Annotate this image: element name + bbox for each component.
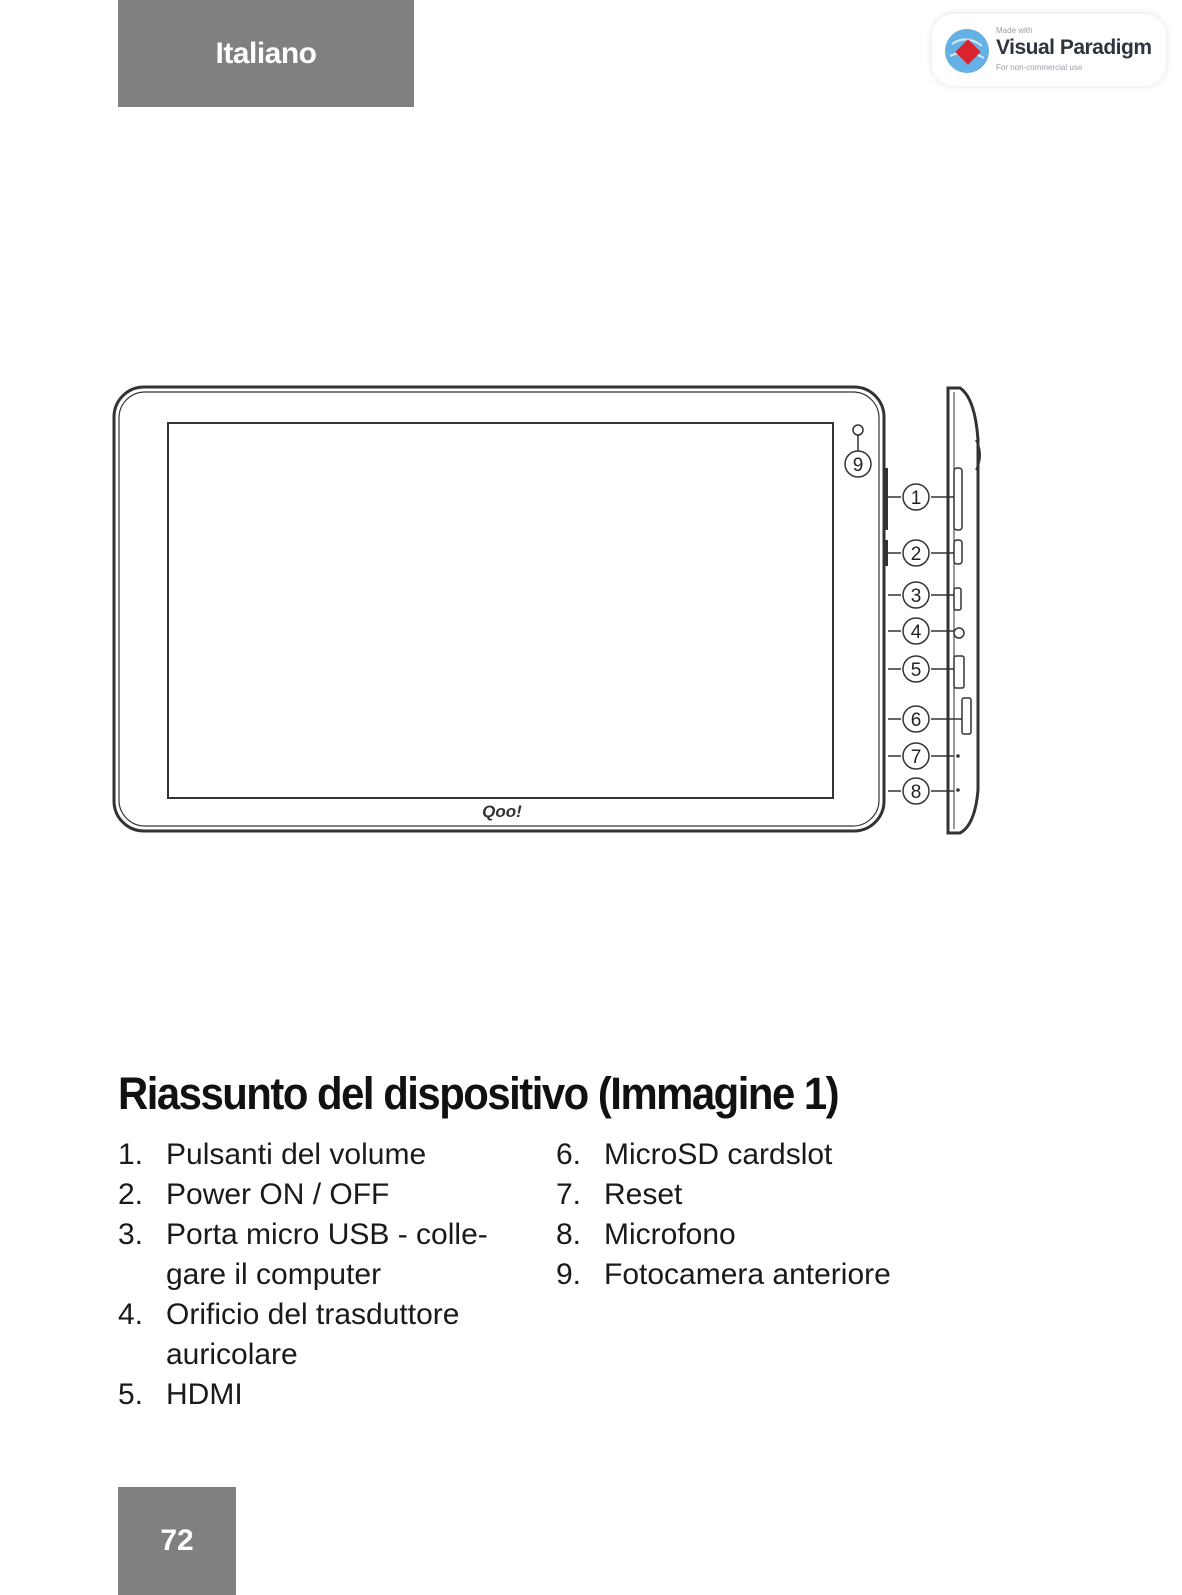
callout-label-4: 4: [910, 622, 922, 643]
list-item: [118, 1175, 538, 1215]
side-mic: [956, 788, 960, 792]
side-microsd: [962, 698, 971, 734]
list-item-text: Microfono: [604, 1218, 736, 1251]
side-usb: [954, 588, 961, 610]
side-power: [954, 540, 962, 564]
list-item: [556, 1175, 976, 1215]
list-item-number: 4.: [118, 1298, 144, 1331]
list-item-number: 2.: [118, 1178, 144, 1211]
list-item: [118, 1135, 538, 1175]
volume-button: [884, 468, 888, 530]
feature-list-right: [556, 1135, 976, 1295]
list-item: [118, 1215, 538, 1295]
list-item-text: Fotocamera anteriore: [604, 1258, 891, 1291]
list-item-text: Pulsanti del volume: [166, 1138, 427, 1171]
list-item: [556, 1255, 976, 1295]
device-logo: Qoo!: [482, 802, 522, 821]
callout-label-5: 5: [910, 660, 922, 681]
list-item-text: Orificio del trasduttore: [166, 1298, 460, 1331]
tablet-screen: [168, 423, 833, 798]
callout-label-2: 2: [910, 544, 922, 565]
list-item: [118, 1295, 538, 1375]
badge-brand: Visual Paradigm: [996, 36, 1152, 59]
list-item-text-continued: gare il computer: [166, 1258, 382, 1291]
section-title: Riassunto del dispositivo (Immagine 1): [118, 1068, 839, 1119]
power-button: [884, 540, 888, 566]
feature-list-left: [118, 1135, 538, 1415]
badge-made-with: Made with: [996, 26, 1033, 35]
list-item-text: MicroSD cardslot: [604, 1138, 833, 1171]
side-hdmi: [954, 656, 964, 688]
tablet-body: [114, 387, 884, 831]
callout-label-7: 7: [910, 747, 922, 768]
badge-note: For non-commercial use: [996, 63, 1083, 72]
list-item-text-continued: auricolare: [166, 1338, 298, 1371]
list-item-number: 6.: [556, 1138, 582, 1171]
tablet-inner-bezel: [119, 392, 879, 826]
list-item-text: Porta micro USB - colle-: [166, 1218, 488, 1251]
side-audio-jack: [954, 628, 964, 638]
list-item-number: 1.: [118, 1138, 144, 1171]
callout-label-3: 3: [910, 586, 922, 607]
page-number: 72: [160, 1524, 194, 1557]
callout-label-8: 8: [910, 782, 922, 803]
list-item-number: 7.: [556, 1178, 582, 1211]
callout-label-1: 1: [910, 488, 922, 509]
list-item-number: 9.: [556, 1258, 582, 1291]
tablet-side-profile: [948, 388, 978, 833]
list-item-number: 5.: [118, 1378, 144, 1411]
list-item-number: 8.: [556, 1218, 582, 1251]
list-item-text: HDMI: [166, 1378, 243, 1411]
side-reset: [956, 754, 960, 758]
list-item-number: 3.: [118, 1218, 144, 1251]
list-item-text: Reset: [604, 1178, 683, 1211]
list-item: [556, 1135, 976, 1175]
front-camera: [853, 425, 863, 435]
list-item: [118, 1375, 538, 1415]
callout-label-9: 9: [852, 455, 864, 476]
list-item: [556, 1215, 976, 1255]
page-number-box: [118, 1487, 236, 1595]
side-volume: [954, 468, 962, 530]
language-label: Italiano: [215, 36, 317, 70]
callout-label-6: 6: [910, 710, 922, 731]
list-item-text: Power ON / OFF: [166, 1178, 390, 1211]
